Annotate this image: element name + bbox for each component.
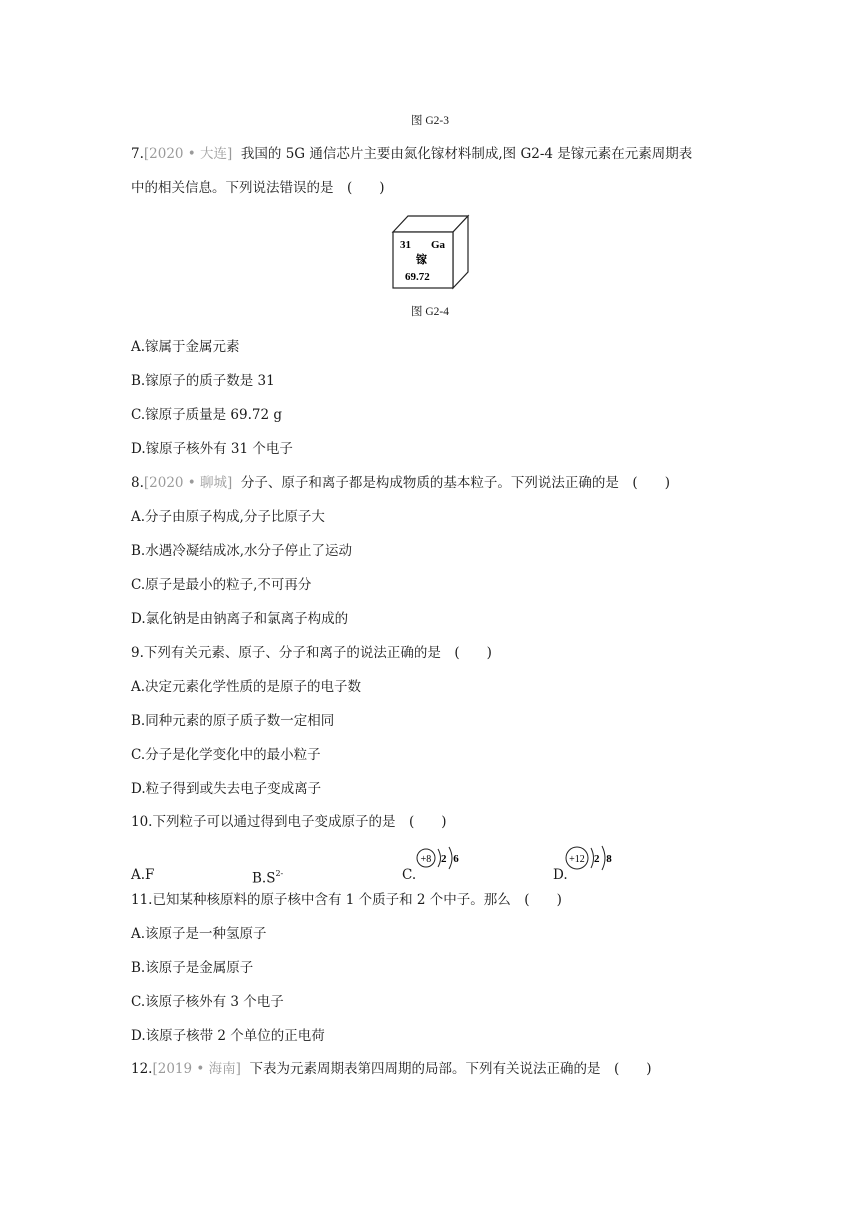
question-8-source: [2020 • 聊城] [143,475,233,491]
electron-shells-d: 2 8 [594,853,614,865]
nucleus-charge-c: +8 [420,854,432,865]
question-8-option-d: D.氯化钠是由钠离子和氯离子构成的 [131,611,349,627]
question-10-option-b [252,866,283,888]
question-9-option-a: A.决定元素化学性质的是原子的电子数 [131,679,362,695]
question-11-option-d: D.该原子核带 2 个单位的正电荷 [131,1028,325,1044]
question-11-option-c: C.该原子核外有 3 个电子 [131,994,284,1010]
question-11-option-a: A.该原子是一种氢原子 [131,926,267,942]
question-12-text: 下表为元素周期表第四周期的局部。下列有关说法正确的是 ( ) [249,1061,652,1077]
element-name-label: 镓 [416,254,427,266]
nucleus-charge-d: +12 [569,854,585,865]
question-10-option-d-label: D. [553,867,568,883]
question-7-source: [2020 • 大连] [143,146,233,162]
question-10-option-c-label: C. [402,867,417,883]
question-8-option-a: A.分子由原子构成,分子比原子大 [131,509,325,525]
question-7-number: 7. [131,146,144,162]
question-7-option-c: C.镓原子质量是 69.72 g [131,407,283,423]
question-9-option-d: D.粒子得到或失去电子变成离子 [131,781,322,797]
question-8-stem [131,474,670,492]
question-12-stem [131,1060,652,1078]
question-9-stem: 9.下列有关元素、原子、分子和离子的说法正确的是 ( ) [131,645,492,661]
question-10-option-a: A.F [131,867,155,883]
question-12-source: [2019 • 海南] [152,1061,241,1077]
figure-caption-g2-3: 图 G2-3 [411,115,450,127]
option-b-charge: 2- [275,869,284,878]
question-8-option-c: C.原子是最小的粒子,不可再分 [131,577,312,593]
question-11-stem: 11.已知某种核原料的原子核中含有 1 个质子和 2 个中子。那么 ( ) [131,892,562,908]
question-9-option-b: B.同种元素的原子质子数一定相同 [131,713,335,729]
atom-structure-diagram-d [564,843,620,875]
element-symbol-label: Ga [431,239,446,251]
question-7-option-b: B.镓原子的质子数是 31 [131,373,275,389]
question-7-option-d: D.镓原子核外有 31 个电子 [131,441,293,457]
question-7-text-1: 我国的 5G 通信芯片主要由氮化镓材料制成,图 G2-4 是镓元素在元素周期表 [240,146,693,162]
atomic-number-label: 31 [400,239,411,251]
question-10-stem: 10.下列粒子可以通过得到电子变成原子的是 ( ) [131,814,447,830]
question-8-option-b: B.水遇冷凝结成冰,水分子停止了运动 [131,543,353,559]
atomic-mass-label: 69.72 [405,271,430,283]
atom-structure-diagram-c [415,844,471,874]
question-11-option-b: B.该原子是金属原子 [131,960,254,976]
question-9-option-c: C.分子是化学变化中的最小粒子 [131,747,321,763]
option-b-formula: B.S [252,870,276,887]
question-7-line-2: 中的相关信息。下列说法错误的是 ( ) [131,180,385,196]
gallium-element-card [390,212,470,290]
question-7-option-a: A.镓属于金属元素 [131,339,240,355]
question-8-number: 8. [131,475,144,491]
question-8-text: 分子、原子和离子都是构成物质的基本粒子。下列说法正确的是 ( ) [240,475,670,491]
question-7-line-1 [131,145,692,163]
question-12-number: 12. [131,1061,153,1077]
electron-shells-c: 2 6 [441,853,461,865]
figure-caption-g2-4: 图 G2-4 [411,306,450,318]
